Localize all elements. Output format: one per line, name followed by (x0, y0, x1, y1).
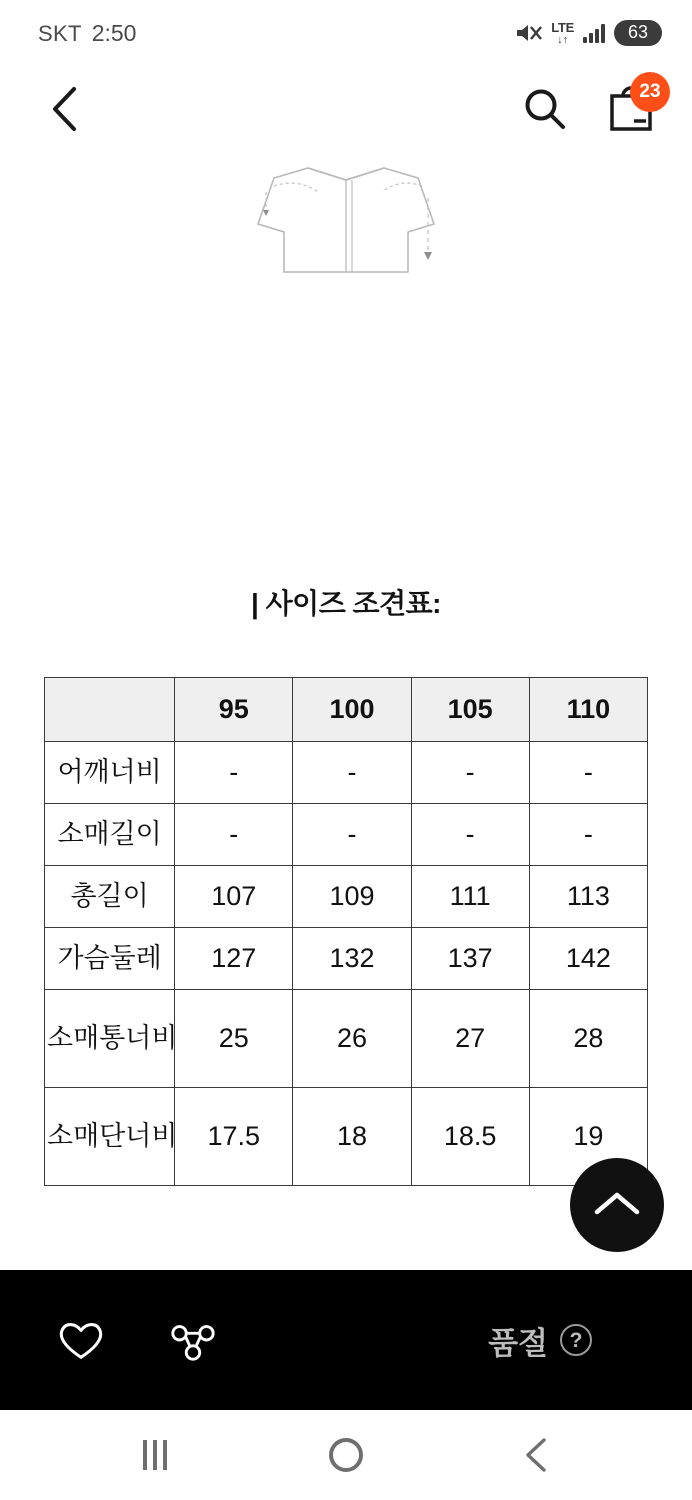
size-table-container (44, 677, 648, 1186)
table-row (45, 1088, 648, 1186)
cell-value: 107 (175, 866, 293, 928)
home-button[interactable] (311, 1420, 381, 1490)
product-detail-content (0, 152, 692, 1270)
cell-value: 28 (529, 990, 647, 1088)
cell-value: 111 (411, 866, 529, 928)
table-row (45, 742, 648, 804)
cell-value: - (175, 742, 293, 804)
status-bar-right (514, 20, 662, 46)
status-bar (0, 0, 692, 66)
mute-icon (514, 21, 542, 45)
table-row (45, 804, 648, 866)
cell-value: 19 (529, 1088, 647, 1186)
network-type-label: LTE (551, 19, 574, 35)
product-action-bar (0, 1270, 692, 1410)
network-activity-arrows: ↓↑ (557, 33, 569, 46)
cell-value: 109 (293, 866, 411, 928)
cell-value: 18.5 (411, 1088, 529, 1186)
cell-value: 27 (411, 990, 529, 1088)
back-button[interactable] (40, 84, 90, 134)
row-label: 소매통너비 (45, 990, 175, 1088)
size-chart-title: | 사이즈 조견표: (250, 588, 441, 619)
status-label: 품절 (488, 1325, 548, 1361)
size-table-body (45, 742, 648, 1186)
size-table-head (45, 678, 648, 742)
cell-value: 25 (175, 990, 293, 1088)
row-label: 소매길이 (45, 804, 175, 866)
clock-label: 2:50 (91, 19, 137, 46)
table-header-row (45, 678, 648, 742)
app-bar (0, 66, 692, 152)
table-row (45, 866, 648, 928)
table-row (45, 990, 648, 1088)
scroll-to-top-button[interactable] (570, 1158, 664, 1252)
cell-value: 137 (411, 928, 529, 990)
signal-bars-icon (583, 23, 605, 43)
back-chevron-icon (48, 84, 82, 134)
row-label: 소매단너비 (45, 1088, 175, 1186)
cell-value: 18 (293, 1088, 411, 1186)
cell-value: 113 (529, 866, 647, 928)
cell-value: - (529, 742, 647, 804)
network-type-indicator (551, 21, 574, 46)
column-header-105: 105 (411, 678, 529, 742)
cell-value: - (411, 742, 529, 804)
chevron-up-icon (591, 1188, 643, 1222)
question-mark-icon[interactable]: ? (560, 1324, 592, 1356)
cart-count-badge: 23 (630, 72, 670, 112)
share-icon (168, 1316, 218, 1364)
app-bar-actions (520, 81, 661, 134)
column-header-95: 95 (175, 678, 293, 742)
recents-button[interactable] (120, 1420, 190, 1490)
home-icon (329, 1438, 363, 1472)
status-bar-left (38, 20, 136, 47)
cell-value: 17.5 (175, 1088, 293, 1186)
cell-value: - (411, 804, 529, 866)
cell-value: 132 (293, 928, 411, 990)
share-button[interactable] (168, 1315, 218, 1365)
size-chart-table (44, 677, 648, 1186)
sold-out-status (488, 1318, 646, 1363)
garment-diagram-container (0, 152, 692, 422)
column-header-100: 100 (293, 678, 411, 742)
like-button[interactable] (56, 1315, 106, 1365)
cell-value: - (529, 804, 647, 866)
heart-icon (56, 1316, 106, 1364)
cell-value: 127 (175, 928, 293, 990)
shirt-measurement-diagram (196, 164, 496, 414)
recents-icon (143, 1440, 167, 1470)
battery-level-badge: 63 (614, 20, 662, 46)
table-row (45, 928, 648, 990)
cell-value: - (293, 804, 411, 866)
cell-value: - (293, 742, 411, 804)
cell-value: 26 (293, 990, 411, 1088)
column-header-110: 110 (529, 678, 647, 742)
cell-value: - (175, 804, 293, 866)
row-label: 총길이 (45, 866, 175, 928)
search-icon (522, 86, 568, 132)
row-label: 어깨너비 (45, 742, 175, 804)
search-button[interactable] (520, 84, 570, 134)
table-corner-cell (45, 678, 175, 742)
cell-value: 142 (529, 928, 647, 990)
back-icon (522, 1435, 552, 1475)
system-back-button[interactable] (502, 1420, 572, 1490)
android-navigation-bar (0, 1410, 692, 1500)
carrier-label: SKT (38, 20, 82, 46)
row-label: 가슴둘레 (45, 928, 175, 990)
cart-button[interactable] (606, 81, 661, 134)
